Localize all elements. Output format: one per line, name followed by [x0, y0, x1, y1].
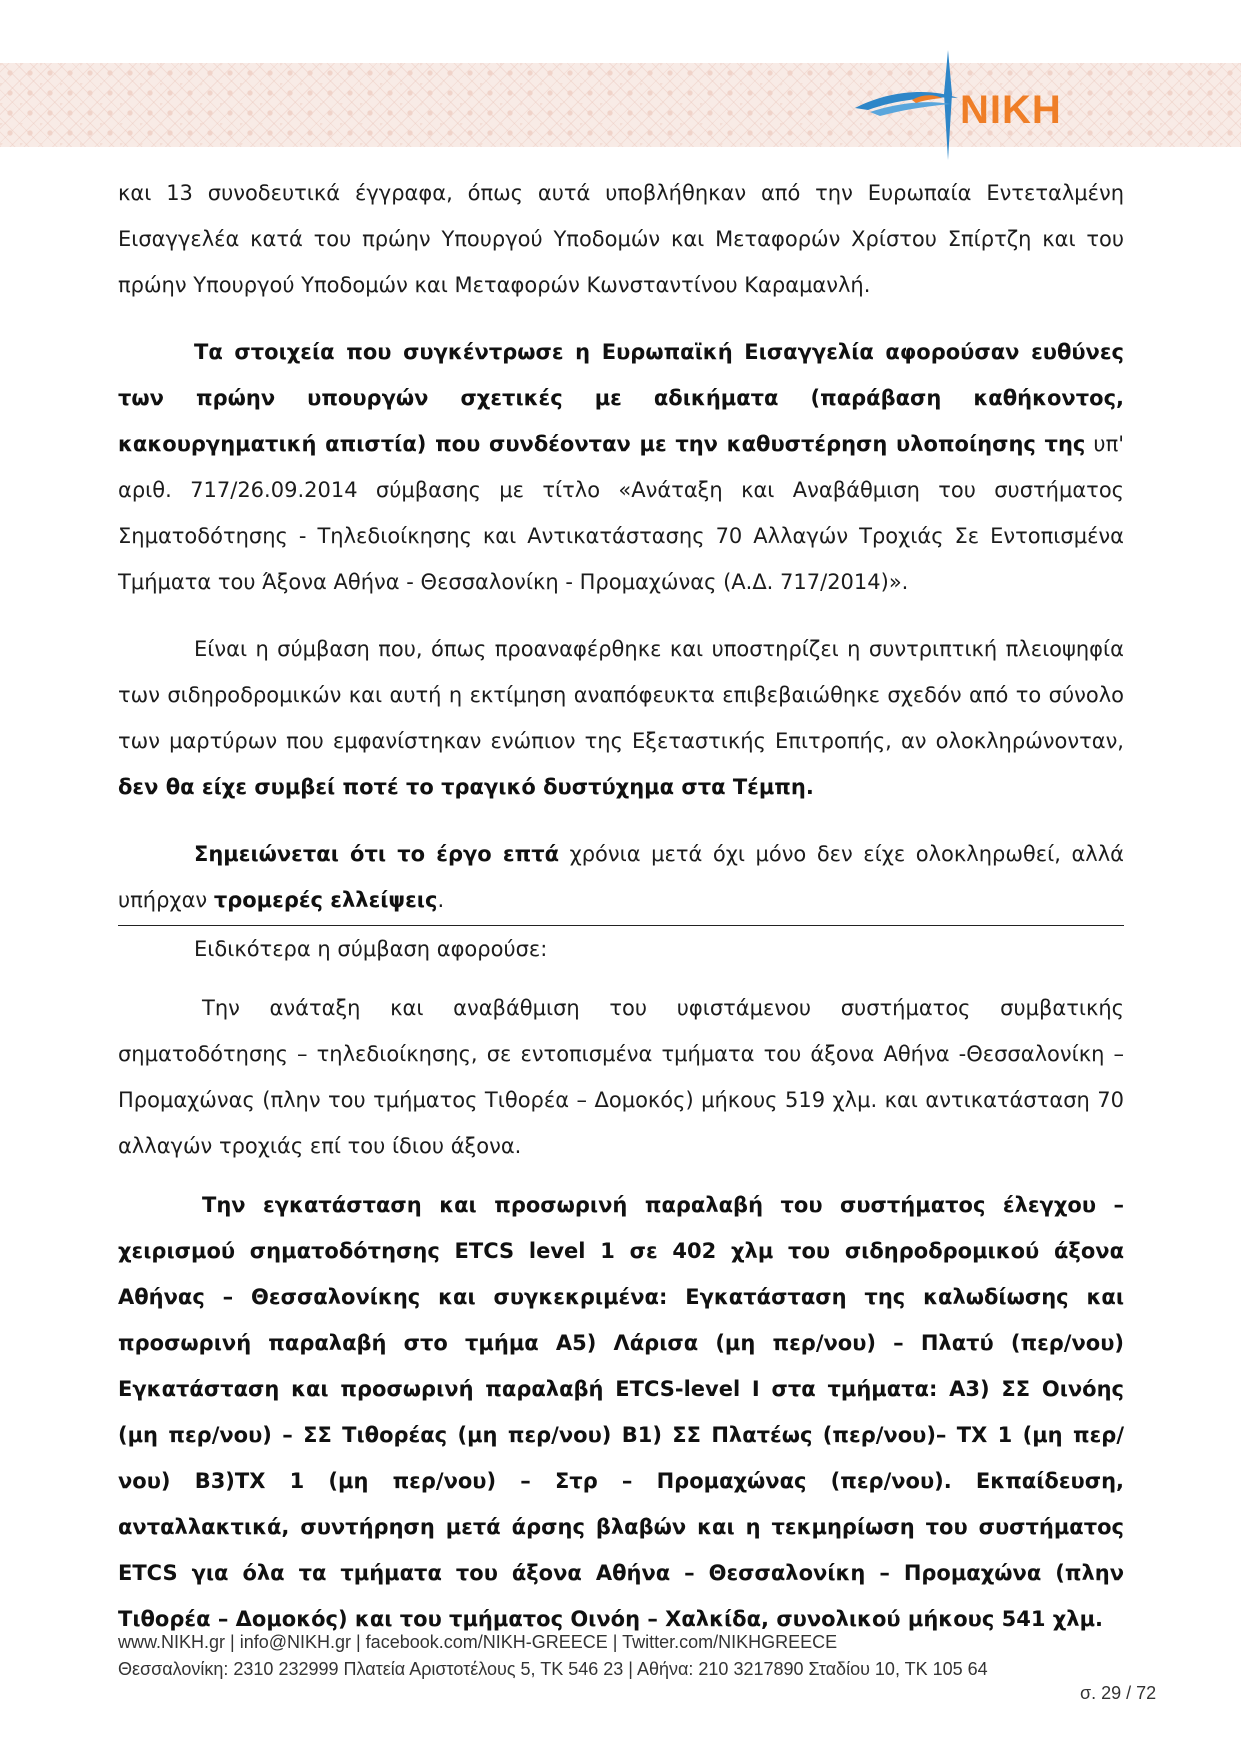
paragraph-4-bold-tail: τρομερές ελλείψεις — [213, 888, 438, 912]
paragraph-3 — [118, 626, 1124, 810]
footer-addresses: Θεσσαλονίκη: 2310 232999 Πλατεία Αριστοτέλους 5, ΤΚ 546 23 | Αθήνα: 210 3217890 Σταδίου 10, ΤΚ 105 64 — [118, 1659, 988, 1679]
paragraph-7-bold: Την εγκατάσταση και προσωρινή παραλαβή του συστήματος έλεγχου – χειρισμού σηματοδότησης ETCS level 1 σε 402 χλμ του σιδηροδρομικού άξονα Αθήνας – Θεσσαλονίκης και συγκεκριμένα: Εγκατάσταση της καλωδίωσης και προσωρινή παραλαβή στο τμήμα Α5) Λάρισα (μη περ/νου) – Πλατύ (περ/νου) Εγκατάσταση και προσωρινή παραλαβή ETCS-level I στα τμήματα: Α3) ΣΣ Οινόης (μη περ/νου) – ΣΣ Τιθορέας (μη περ/νου) Β1) ΣΣ Πλατέως (περ/νου)– ΤΧ 1 (μη περ/νου) Β3)ΤΧ 1 (μη περ/νου) – Στρ – Προμαχώνας (περ/νου). Εκπαίδευση, ανταλλακτικά, συντήρηση μετά άρσης βλαβών και η τεκμηρίωση του συστήματος ETCS για όλα τα τμήματα του άξονα Αθήνα – Θεσσαλονίκη – Προμαχώνα (πλην Τιθορέα – Δομοκός) και του τμήματος Οινόη – Χαλκίδα, συνολικού μήκους 541 χλμ. — [118, 1193, 1124, 1631]
paragraph-2-text: υπ' αριθ. 717/26.09.2014 σύμβασης με τίτλο «Ανάταξη και Αναβάθμιση του συστήματος Σηματοδότησης - Τηλεδιοίκησης και Αντικατάστασης 70 Αλλαγών Τροχιάς Σε Εντοπισμένα Τμήματα του Άξονα Αθήνα - Θεσσαλονίκη - Προμαχώνας (Α.Δ. 717/2014)». — [118, 432, 1124, 594]
paragraph-3-bold: δεν θα είχε συμβεί ποτέ το τραγικό δυστύχημα στα Τέμπη. — [118, 775, 814, 799]
paragraph-4 — [118, 831, 1124, 923]
paragraph-3-text: Είναι η σύμβαση που, όπως προαναφέρθηκε και υποστηρίζει η συντριπτική πλειοψηφία των σιδηροδρομικών και αυτή η εκτίμηση αναπόφευκτα επιβεβαιώθηκε σχεδόν από το σύνολο των μαρτύρων που εμφανίστηκαν ενώπιον της Εξεταστικής Επιτροπής, αν ολοκληρώνονταν, — [118, 637, 1124, 753]
footer-contact-links: www.NIKH.gr | info@NIKH.gr | facebook.com/NIKH-GREECE | Twitter.com/NIKHGREECE — [118, 1632, 838, 1652]
document-body — [118, 170, 1124, 1642]
nikh-logo — [850, 50, 1090, 170]
page-footer — [118, 1629, 1118, 1683]
paragraph-2 — [118, 329, 1124, 605]
paragraph-1: και 13 συνοδευτικά έγγραφα, όπως αυτά υποβλήθηκαν από την Ευρωπαία Εντεταλμένη Εισαγγελέα κατά του πρώην Υπουργού Υποδομών και Μεταφορών Χρίστου Σπίρτζη και του πρώην Υπουργού Υποδομών και Μεταφορών Κωνσταντίνου Καραμανλή. — [118, 181, 1124, 297]
paragraph-4-text: χρόνια μετά όχι μόνο δεν είχε ολοκληρωθεί, αλλά υπήρχαν — [118, 842, 1124, 912]
page-number: σ. 29 / 72 — [1080, 1683, 1157, 1703]
paragraph-2-bold: Τα στοιχεία που συγκέντρωσε η Ευρωπαϊκή Εισαγγελία αφορούσαν ευθύνες των πρώην υπουργών σχετικές με αδικήματα (παράβαση καθήκοντος, κακουργηματική απιστία) που συνδέονταν με την καθυστέρηση υλοποίησης της — [118, 340, 1124, 456]
brand-name: NIKH — [960, 88, 1062, 132]
paragraph-4-end: . — [437, 888, 445, 912]
paragraph-6: Την ανάταξη και αναβάθμιση του υφιστάμενου συστήματος συμβατικής σηματοδότησης – τηλεδιοίκησης, σε εντοπισμένα τμήματα του άξονα Αθήνα -Θεσσαλονίκη – Προμαχώνας (πλην του τμήματος Τιθορέα – Δομοκός) μήκους 519 χλμ. και αντικατάσταση 70 αλλαγών τροχιάς επί του ίδιου άξονα. — [118, 996, 1124, 1158]
paragraph-5: Ειδικότερα η σύμβαση αφορούσε: — [194, 937, 548, 961]
paragraph-4-bold-lead: Σημειώνεται ότι το έργο επτά — [194, 842, 560, 866]
paragraph-7 — [118, 1182, 1124, 1642]
